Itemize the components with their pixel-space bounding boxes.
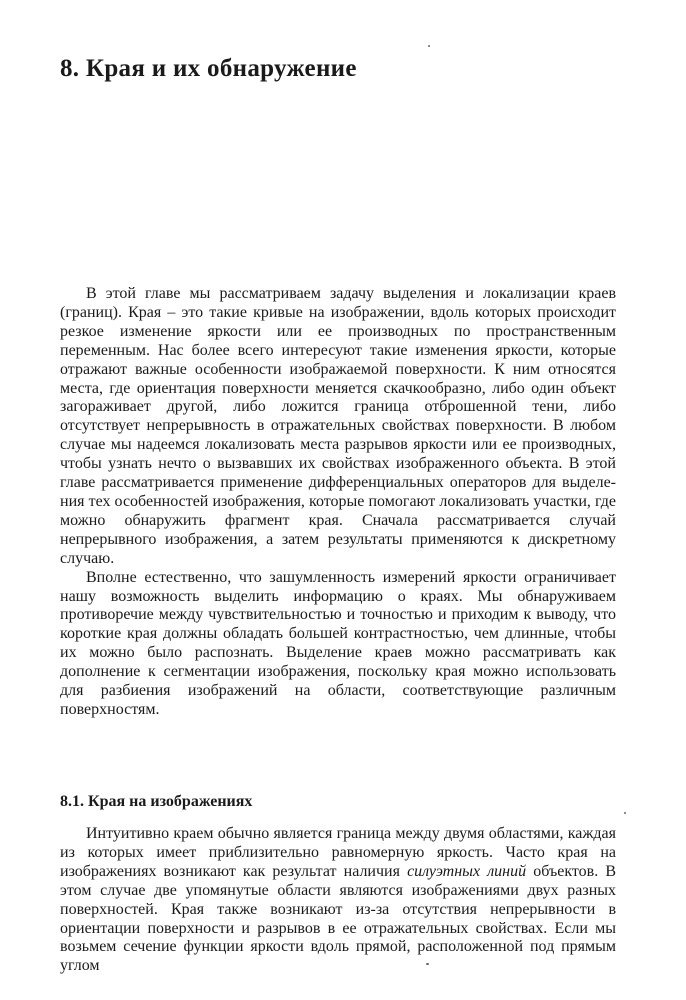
scan-speck [426,963,429,965]
section-heading: 8.1. Края на изображениях [60,793,253,810]
intro-paragraph-2: Вполне естественно, что зашумленность измерений яркости ограничивает нашу возможность выделить информацию о краях. Мы обнаруживаем противоречие между чувствительностью и точностью и приходим к выводу, что короткие края должны обладать большей контрастностью, чем длинные, чтобы их можно было распознать. Выделение краев можно рассматривать как дополнение к сегментации изображения, поскольку края можно использовать для разбиения изображений на области, соответствующие различным поверхностям. [60,568,616,718]
scan-speck [624,812,626,814]
chapter-introduction [60,285,616,720]
intro-paragraph-1: В этой главе мы рассматриваем задачу выделения и локализации краев (границ). Края – это такие кривые на изображении, вдоль которых происходит резкое изменение яркости или ее производных по пространственным переменным. Нас более всего интересуют такие изменения яркости, которые отражают важные особенности изображаемой поверхности. К ним относятся места, где ориентация поверхности меняется скачкообразно, либо один объект загораживает другой, либо ложится граница отброшенной тени, либо отсутствует непрерывность в отражательных свойствах поверхности. В любом случае мы надеемся локализовать места разрывов яркости или ее производных, чтобы узнать нечто о вызвавших их свойствах изображенного объекта. В этой главе рассматривается применение дифференциальных операторов для выделения тех особенностей изображения, которые помогают локализовать участки, где можно обнаружить фрагмент края. Сначала рассматривается случай непрерывного изображения, а затем результаты применяются к дискретному случаю. [60,285,616,567]
section-paragraph-end: объектов. В этом случае две упомянутые области являются изображениями двух разных поверхностей. Края также возникают из-за отсутствия непрерывности в ориентации поверхности и разрывов в ее отражательных свойствах. Если мы возьмем сечение функции яркости вдоль прямой, расположенной под прямым углом [60,862,616,975]
section-8-1 [60,792,616,976]
section-paragraph [60,825,616,976]
italic-term-silhouette-lines: силуэтных линий [407,862,527,880]
scan-speck [428,45,430,47]
section-paragraph-start: Интуитивно краем обычно является граница между двумя областями, каждая из которых имеет приблизительно равномерную яркость. Часто края на изображениях возникают как результат наличия [60,825,616,880]
chapter-title: 8. Края и их обнаружение [60,55,357,82]
